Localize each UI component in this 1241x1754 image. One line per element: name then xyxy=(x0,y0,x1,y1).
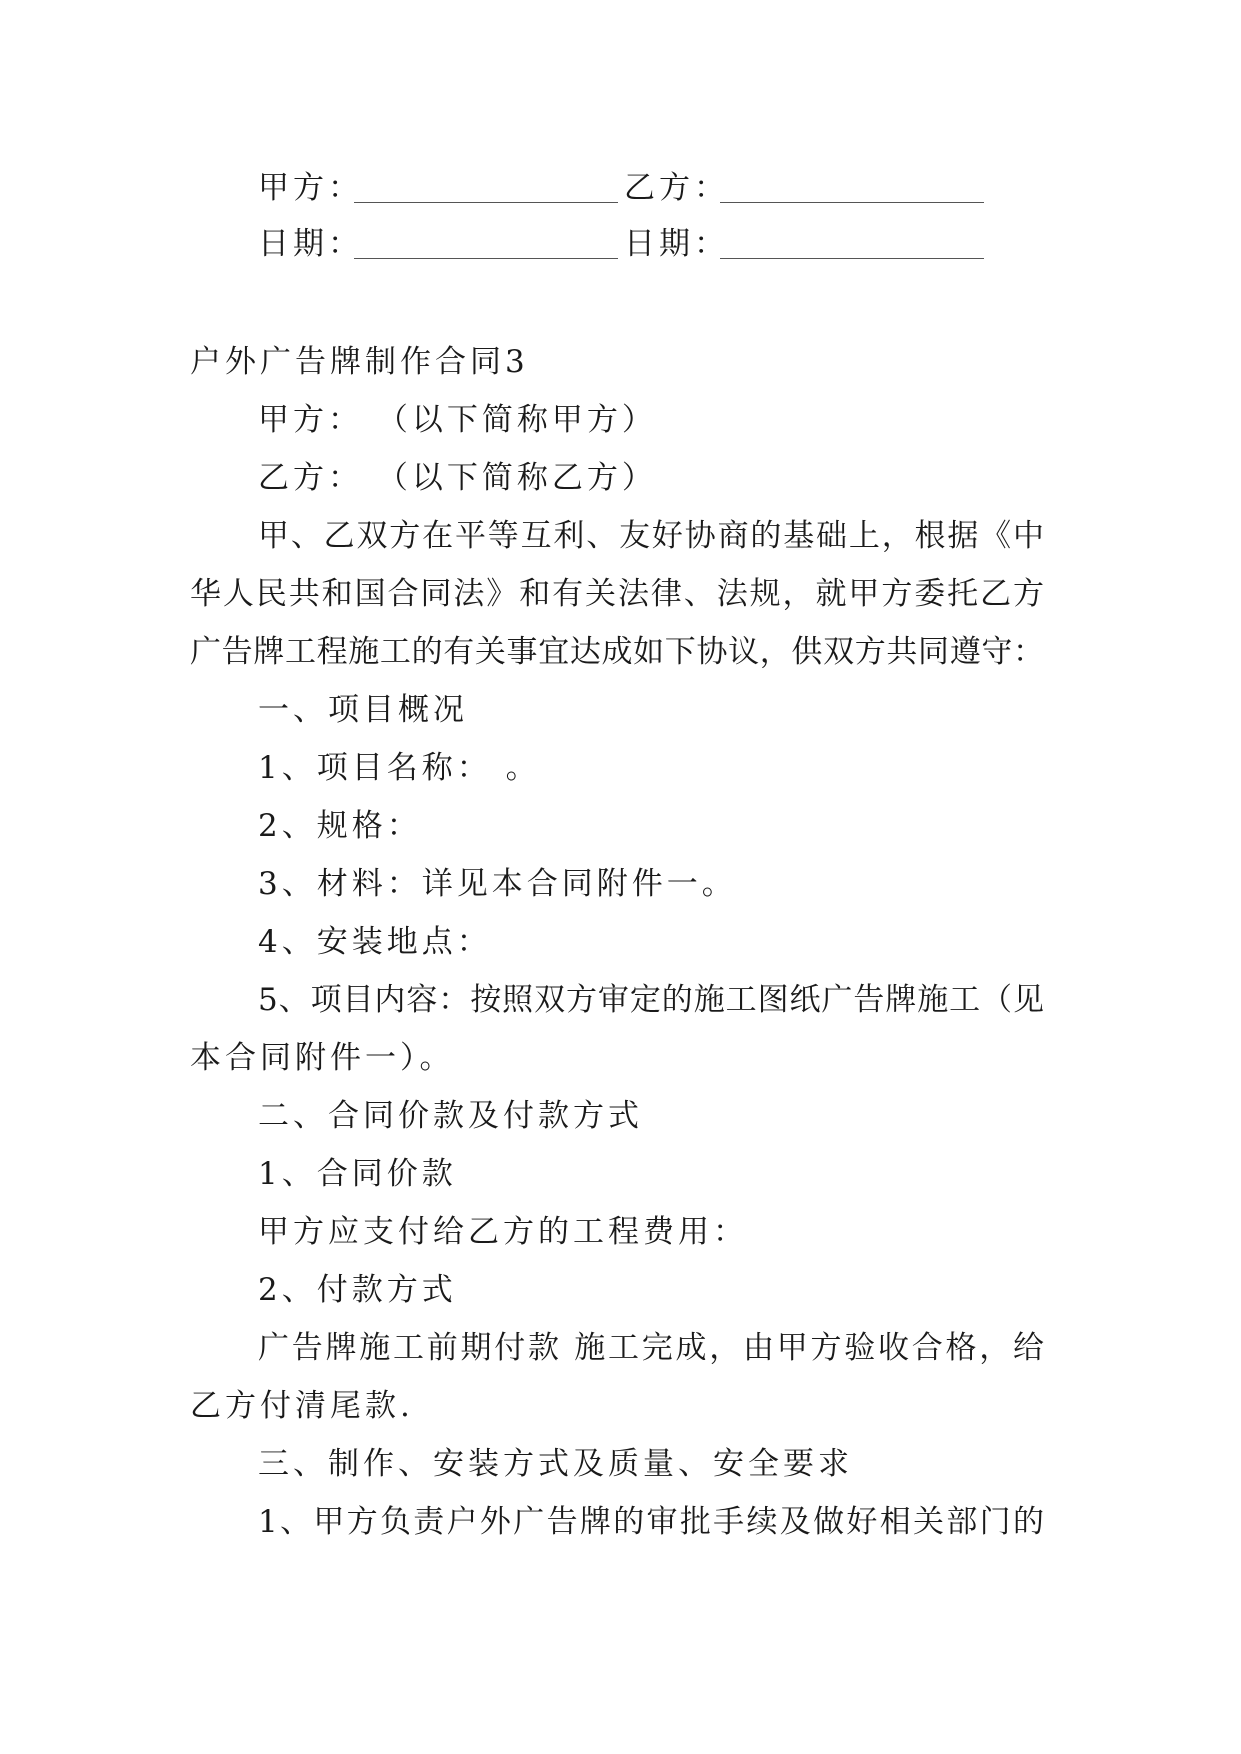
section-2-sub-1: 1、合同价款 xyxy=(258,1156,457,1192)
section-1-item-5-line-2: 本合同附件一）。 xyxy=(190,1040,455,1076)
section-2-heading: 二、合同价款及付款方式 xyxy=(258,1098,643,1134)
section-2-sub-2-text-line-2: 乙方付清尾款. xyxy=(190,1388,414,1424)
intro-line-2: 华人民共和国合同法》和有关法律、法规，就甲方委托乙方 xyxy=(190,576,1044,612)
party-a-line: 甲方： （以下简称甲方） xyxy=(258,402,657,438)
party-a-signature-line xyxy=(354,174,618,203)
section-2-sub-2: 2、付款方式 xyxy=(258,1272,457,1308)
intro-line-3: 广告牌工程施工的有关事宜达成如下协议，供双方共同遵守： xyxy=(190,634,1044,670)
party-b-line: 乙方： （以下简称乙方） xyxy=(258,460,657,496)
section-1-item-4: 4、安装地点： xyxy=(258,924,492,960)
section-2-sub-1-text: 甲方应支付给乙方的工程费用： xyxy=(258,1214,748,1250)
party-a-date-line xyxy=(354,230,618,259)
section-1-item-1: 1、项目名称： 。 xyxy=(258,750,541,786)
party-b-signature-line xyxy=(720,174,984,203)
party-a-signature-label: 甲方： xyxy=(258,170,363,206)
section-2-sub-2-text-line-1: 广告牌施工前期付款 施工完成，由甲方验收合格，给 xyxy=(258,1330,1044,1366)
party-b-date-line xyxy=(720,230,984,259)
section-1-item-2: 2、规格： xyxy=(258,808,422,844)
section-3-heading: 三、制作、安装方式及质量、安全要求 xyxy=(258,1446,853,1482)
section-1-item-5-line-1: 5、项目内容：按照双方审定的施工图纸广告牌施工（见 xyxy=(258,982,1044,1018)
intro-line-1: 甲、乙双方在平等互利、友好协商的基础上，根据《中 xyxy=(258,518,1044,554)
section-3-item-1: 1、甲方负责户外广告牌的审批手续及做好相关部门的 xyxy=(258,1504,1044,1540)
party-a-date-label: 日期： xyxy=(258,226,363,262)
party-b-signature-label: 乙方： xyxy=(624,170,729,206)
section-1-heading: 一、项目概况 xyxy=(258,692,468,728)
contract-title: 户外广告牌制作合同3 xyxy=(190,344,529,380)
section-1-item-3: 3、材料：详见本合同附件一。 xyxy=(258,866,737,902)
party-b-date-label: 日期： xyxy=(624,226,729,262)
